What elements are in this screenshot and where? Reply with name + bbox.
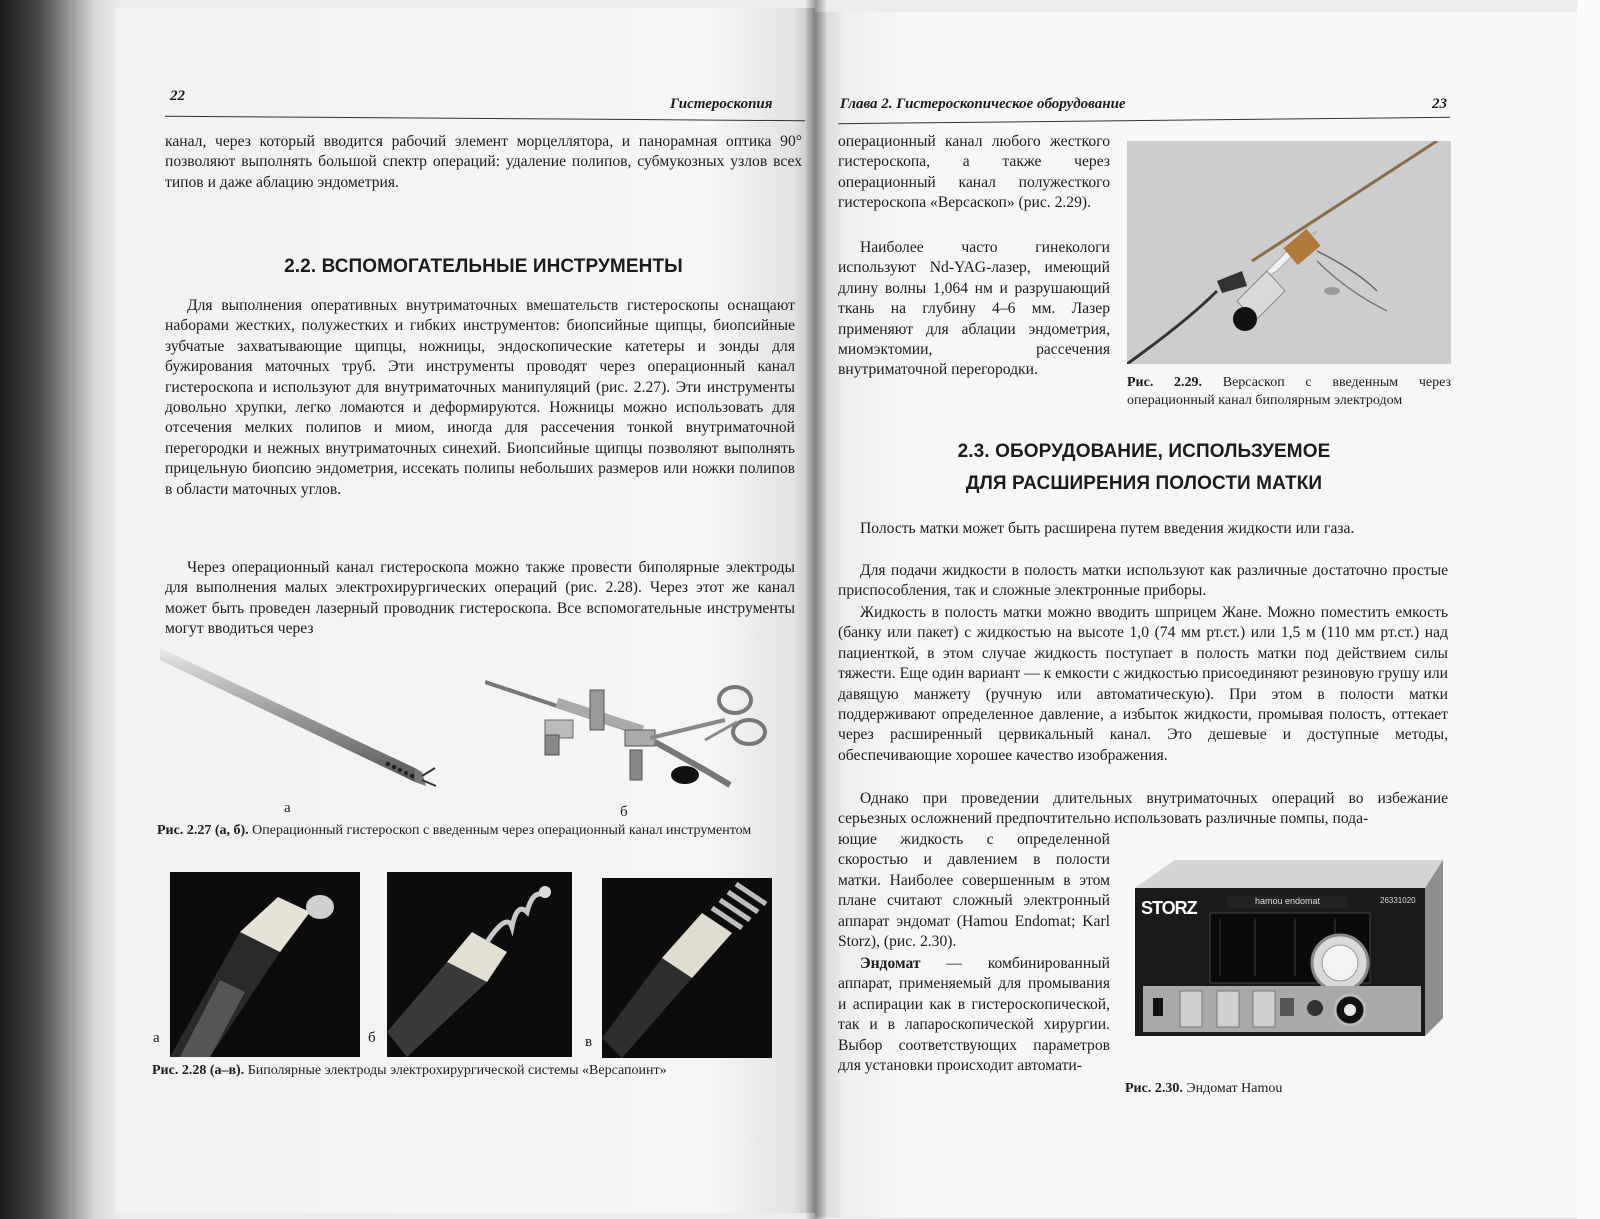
left-para-top: канал, через который вводится рабочий элемент морцеллятора, и панорамная оптика 90° позволяют выполнять большой спектр операций: удаление полипов, субмукозных узлов всех типов и даже аблацию эндометрия. — [165, 133, 802, 191]
right-page-number: 23 — [1432, 96, 1447, 112]
figure-2-29-caption — [1127, 374, 1451, 410]
right-para-4: Однако при проведении длительных внутриматочных операций во избежание серьезных осложнений предпочтительно использовать различные помпы, пода- — [838, 790, 1448, 828]
figure-2-28-label-c: в — [585, 1034, 593, 1050]
right-para-3: Жидкость в полость матки можно вводить шприцем Жане. Можно поместить емкость (банку или пакет) с жидкостью на высоте 1,0 (74 мм рт.ст.) или 1,5 м (110 мм рт.ст.) над пациенткой, в этом случае жидкость поступает в полость матки под действием силы тяжести. Еще один вариант — к емкости с жидкостью присоединяют резиновую грушу или давящую манжету (ручную или автоматическую). При этом в полости матки поддерживают определенное давление, а избыток жидкости, промывая полость, оттекает через расширенный цервикальный канал. Это дешевые и доступные методы, обеспечивающие хорошее качество изображения. — [838, 604, 1448, 764]
right-para-1: Полость матки может быть расширена путем введения жидкости или газа. — [860, 520, 1355, 537]
left-para-2: Через операционный канал гистероскопа можно также провести биполярные электроды для выполнения малых электрохирургических операций (рис. 2.28). Через этот же канал может быть проведен лазерный проводник гистероскопа. Все вспомогательные инструменты могут вводиться через — [165, 559, 795, 638]
right-running-head: Глава 2. Гистероскопическое оборудование — [840, 96, 1126, 112]
figure-2-28-label-b: б — [368, 1030, 376, 1046]
figure-2-28-label-a: а — [153, 1030, 160, 1046]
figure-2-27-caption-number: Рис. 2.27 (а, б). — [157, 823, 249, 838]
endomat-model: hamou endomat — [1255, 896, 1321, 906]
right-para-4-continued: ющие жидкость с определенной скоростью и давлением в полости матки. Наиболее совершенным в этом плане считают сложный электронный аппарат эндомат (Hamou Endomat; Karl Storz), (рис. 2.30). — [838, 831, 1110, 951]
right-para-5-text: — комбинированный аппарат, применяемый для промывания и аспирации как в гистероскопической, так и в лапароскопической хирургии. Выбор соответствующих параметров для установки происходит автомати- — [838, 955, 1110, 1075]
figure-2-29-caption-number: Рис. 2.29. — [1127, 375, 1203, 390]
left-page-number: 22 — [170, 88, 185, 104]
figure-2-28a-electrode-ball — [170, 872, 360, 1057]
figure-2-29-caption-text: Версаскоп с введенным через операционный канал биполярным электродом — [1127, 375, 1451, 408]
book-gutter — [806, 0, 826, 1219]
figure-2-27-label-b: б — [620, 804, 628, 820]
right-para-5 — [838, 954, 1110, 1076]
figure-2-28b-electrode-spiral — [387, 872, 572, 1057]
figure-2-27a-instrument — [160, 640, 480, 815]
figure-2-28-caption-number: Рис. 2.28 (а–в). — [152, 1063, 245, 1078]
section-2-3-title-line1: 2.3. ОБОРУДОВАНИЕ, ИСПОЛЬЗУЕМОЕ — [957, 441, 1331, 462]
scan-right-edge — [1577, 0, 1600, 1219]
endomat-brand: STORZ — [1141, 898, 1197, 918]
right-para-top: операционный канал любого жесткого гистероскопа, а также через операционный канал полужесткого гистероскопа «Версаскоп» (рис. 2.29). — [838, 133, 1110, 212]
right-para-2: Для подачи жидкости в полость матки используют как различные достаточно простые приспособления, так и сложные электронные приборы. — [838, 562, 1448, 600]
endomat-code: 26331020 — [1380, 896, 1416, 905]
section-2-3-title-line2: ДЛЯ РАСШИРЕНИЯ ПОЛОСТИ МАТКИ — [965, 473, 1323, 494]
right-para-laser: Наиболее часто гинекологи используют Nd-YAG-лазер, имеющий длину волны 1,064 нм и разрушающий ткань на глубину 4–6 мм. Лазер применяют для аблации эндометрия, миомэктомии, рассечения внутриматочной перегородки. — [838, 239, 1110, 379]
left-para-1: Для выполнения оперативных внутриматочных вмешательств гистероскопы оснащают наборами жестких, полужестких и гибких инструментов: биопсийные щипцы, биопсийные зубчатые захватывающие щипцы, ножницы, эндоскопические катетеры и зонды для бужирования маточных труб. Эти инструменты проводят через операционный канал гистероскопа и используют для внутриматочных манипуляций (рис. 2.27). Эти инструменты довольно хрупки, легко ломаются и деформируются. Ножницы можно использовать для отсечения мелких полипов и миом, иногда для рассечения тонкой внутриматочной перегородки и нежных внутриматочных синехий. Биопсийные щипцы позволяют выполнять прицельную биопсию эндометрия, иссекать полипы небольших размеров или ножки полипов в области маточных углов. — [165, 297, 795, 498]
figure-2-27b-hysteroscope — [485, 660, 785, 810]
endomat-term: Эндомат — [860, 955, 921, 972]
figure-2-29-versascope-photo — [1127, 141, 1451, 364]
section-2-2-title: 2.2. ВСПОМОГАТЕЛЬНЫЕ ИНСТРУМЕНТЫ — [284, 256, 683, 277]
figure-2-27-caption — [157, 822, 777, 840]
figure-2-28-caption-text: Биполярные электроды электрохирургической системы «Версапоинт» — [244, 1063, 667, 1078]
figure-2-28-caption — [152, 1062, 767, 1080]
figure-2-28c-electrode-coil — [602, 878, 772, 1058]
figure-2-30-caption-text: Эндомат Hamou — [1182, 1081, 1283, 1096]
figure-2-30-caption — [1125, 1080, 1445, 1098]
figure-2-27-label-a: а — [284, 800, 291, 816]
left-running-head: Гистероскопия — [670, 96, 773, 112]
figure-2-27-caption-text: Операционный гистероскоп с введенным через операционный канал инструментом — [248, 823, 752, 838]
figure-2-30-caption-number: Рис. 2.30. — [1125, 1081, 1183, 1096]
figure-2-30-endomat-device — [1125, 858, 1447, 1040]
